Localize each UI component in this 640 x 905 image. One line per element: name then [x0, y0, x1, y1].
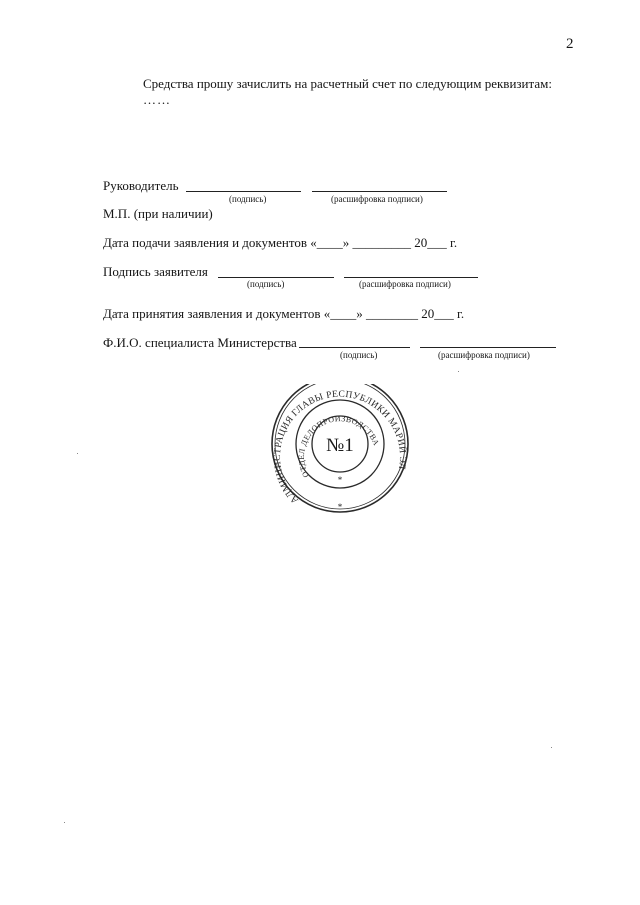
head-decoding-caption: (расшифровка подписи): [331, 194, 423, 204]
applicant-decoding-line: [344, 277, 478, 278]
scan-speck: [77, 453, 78, 454]
stamp-star-inner: *: [337, 475, 343, 485]
submit-date-label: Дата подачи заявления и документов «____» _________ 20___ г.: [103, 235, 458, 250]
stamp-outer-text: АДМИНИСТРАЦИЯ ГЛАВЫ РЕСПУБЛИКИ МАРИЙ ЭЛ: [272, 389, 408, 505]
intro-text: Средства прошу зачислить на расчетный счет по следующим реквизитам:: [143, 76, 552, 91]
official-stamp: [265, 384, 415, 514]
mp-label: М.П. (при наличии): [103, 206, 213, 221]
stamp-inner-text: ОТДЕЛ ДЕЛОПРОИЗВОДСТВА: [296, 414, 381, 479]
accept-date-label: Дата принятия заявления и документов «____» ________ 20___ г.: [103, 306, 465, 321]
head-signature-caption: (подпись): [229, 194, 267, 204]
specialist-signature-caption: (подпись): [340, 350, 378, 360]
scan-speck: [458, 371, 459, 372]
applicant-signature-line: [218, 277, 334, 278]
specialist-label: Ф.И.О. специалиста Министерства: [103, 335, 297, 350]
page-number: 2: [566, 36, 574, 52]
applicant-signature-label: Подпись заявителя: [103, 264, 208, 279]
head-decoding-line: [312, 191, 447, 192]
head-label: Руководитель: [103, 178, 179, 193]
scan-speck: [551, 747, 552, 748]
head-signature-line: [186, 191, 301, 192]
scan-speck: [64, 822, 65, 823]
stamp-star-outer: *: [337, 502, 343, 512]
specialist-decoding-caption: (расшифровка подписи): [438, 350, 530, 360]
applicant-decoding-caption: (расшифровка подписи): [359, 279, 451, 289]
applicant-signature-caption: (подпись): [247, 279, 285, 289]
specialist-signature-line: [299, 347, 410, 348]
stamp-number: №1: [326, 435, 354, 456]
specialist-decoding-line: [420, 347, 556, 348]
intro-dots: ……: [143, 92, 171, 107]
